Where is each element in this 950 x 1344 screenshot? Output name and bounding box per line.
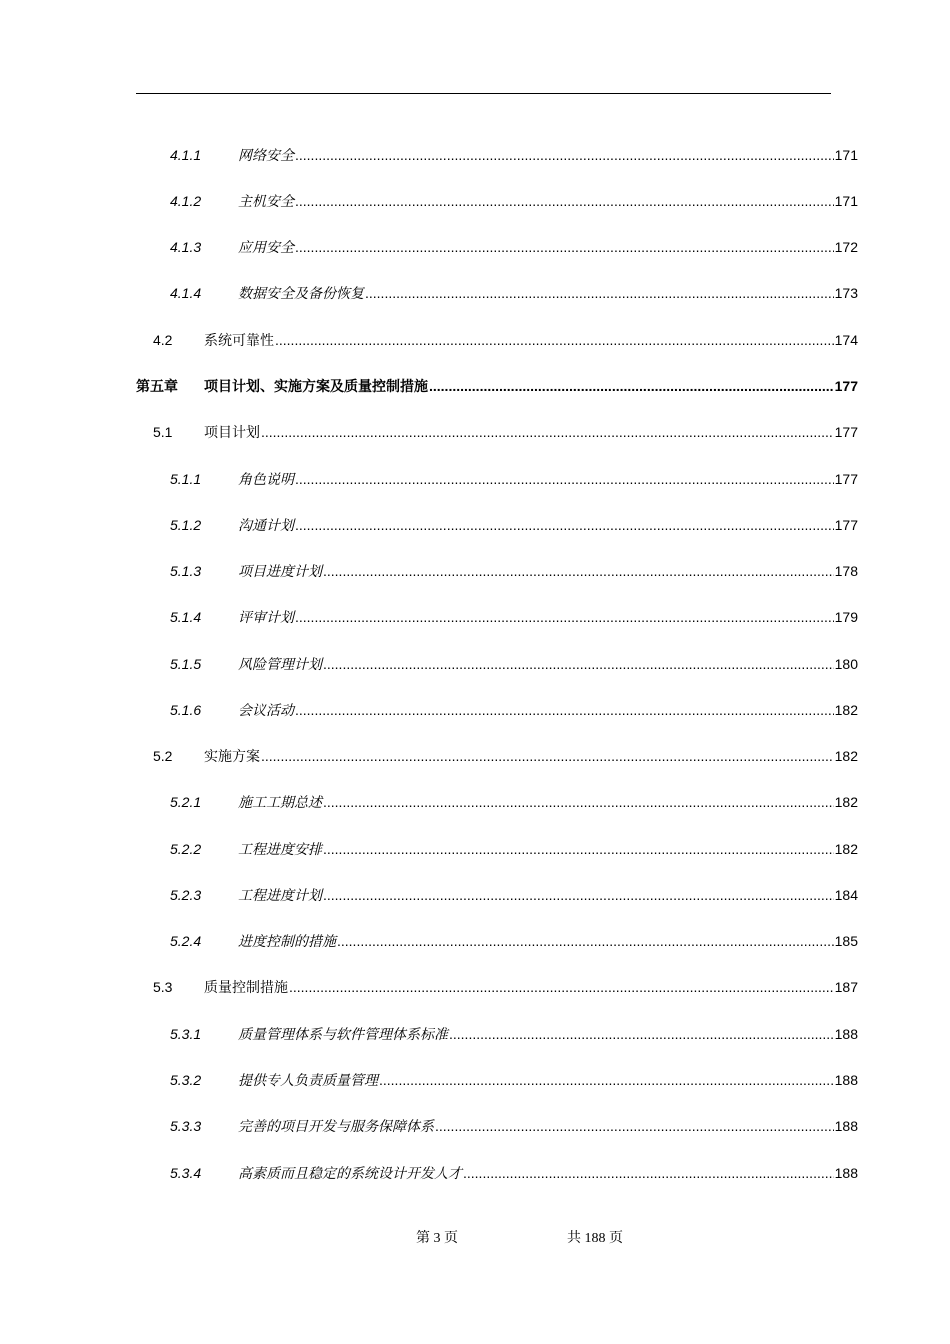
toc-entry[interactable]	[0, 190, 950, 212]
dot-leader	[323, 791, 834, 813]
toc-entry-number: 5.1.4	[170, 609, 202, 625]
toc-entry-page: 187	[834, 979, 858, 995]
toc-entry-title: 主机安全	[238, 193, 294, 209]
dot-leader	[261, 421, 834, 443]
dot-leader	[449, 1023, 834, 1045]
toc-entry-number: 5.1.1	[170, 471, 202, 487]
toc-entry-title: 项目计划、实施方案及质量控制措施	[204, 378, 428, 394]
dot-leader	[295, 699, 834, 721]
dot-leader	[295, 144, 834, 166]
toc-entry-number: 5.2.4	[170, 933, 202, 949]
toc-entry-title: 项目进度计划	[238, 563, 322, 579]
toc-entry-page: 177	[834, 517, 858, 533]
dot-leader	[323, 838, 834, 860]
current-page-label: 第 3 页	[416, 1231, 458, 1246]
toc-entry-title: 施工工期总述	[238, 794, 322, 810]
dot-leader	[295, 514, 834, 536]
toc-entry-page: 171	[834, 193, 858, 209]
total-pages-label: 共 188 页	[567, 1231, 623, 1246]
dot-leader	[295, 190, 834, 212]
dot-leader	[261, 745, 834, 767]
toc-entry-page: 188	[834, 1165, 858, 1181]
toc-entry-number: 第五章	[136, 378, 178, 394]
toc-entry-number: 5.3.3	[170, 1118, 202, 1134]
dot-leader	[295, 606, 834, 628]
toc-entry-page: 188	[834, 1118, 858, 1134]
toc-entry-title: 工程进度计划	[238, 887, 322, 903]
toc-entry-page: 179	[834, 609, 858, 625]
toc-entry-page: 178	[834, 563, 858, 579]
toc-entry-page: 172	[834, 239, 858, 255]
toc-entry-title: 沟通计划	[238, 517, 294, 533]
toc-entry-page: 182	[834, 702, 858, 718]
toc-entry-page: 177	[834, 424, 858, 440]
toc-entry-page: 182	[834, 748, 858, 764]
dot-leader	[275, 329, 834, 351]
toc-entry[interactable]	[0, 745, 950, 767]
toc-entry[interactable]	[0, 421, 950, 443]
toc-entry-title: 进度控制的措施	[238, 933, 336, 949]
toc-entry[interactable]	[0, 884, 950, 906]
toc-entry[interactable]	[0, 606, 950, 628]
dot-leader	[295, 468, 834, 490]
toc-entry-number: 5.3	[153, 979, 173, 995]
toc-entry-number: 5.1.3	[170, 563, 202, 579]
dot-leader	[379, 1069, 834, 1091]
toc-entry-title: 质量管理体系与软件管理体系标准	[238, 1026, 448, 1042]
toc-entry-page: 173	[834, 285, 858, 301]
toc-entry[interactable]	[0, 560, 950, 582]
toc-entry-title: 网络安全	[238, 147, 294, 163]
toc-entry[interactable]	[0, 699, 950, 721]
toc-entry-page: 184	[834, 887, 858, 903]
toc-entry-title: 完善的项目开发与服务保障体系	[238, 1118, 434, 1134]
toc-entry-title: 数据安全及备份恢复	[238, 285, 364, 301]
toc-entry-page: 182	[834, 841, 858, 857]
toc-entry-title: 提供专人负责质量管理	[238, 1072, 378, 1088]
toc-entry-title: 应用安全	[238, 239, 294, 255]
toc-entry-number: 4.1.1	[170, 147, 202, 163]
toc-entry[interactable]	[0, 653, 950, 675]
toc-entry[interactable]	[0, 930, 950, 952]
dot-leader	[289, 976, 834, 998]
toc-entry-page: 182	[834, 794, 858, 810]
toc-entry-title: 高素质而且稳定的系统设计开发人才	[238, 1165, 462, 1181]
dot-leader	[463, 1162, 834, 1184]
toc-entry-title: 会议活动	[238, 702, 294, 718]
toc-entry-page: 180	[834, 656, 858, 672]
toc-entry[interactable]	[0, 1023, 950, 1045]
toc-entry[interactable]	[0, 468, 950, 490]
toc-entry-title: 质量控制措施	[204, 979, 288, 995]
toc-entry[interactable]	[0, 838, 950, 860]
dot-leader	[323, 884, 834, 906]
toc-entry-number: 5.2.3	[170, 887, 202, 903]
toc-entry-number: 4.1.2	[170, 193, 202, 209]
toc-entry-page: 177	[834, 378, 858, 394]
toc-entry[interactable]	[0, 791, 950, 813]
toc-entry[interactable]	[0, 144, 950, 166]
toc-entry-page: 188	[834, 1026, 858, 1042]
dot-leader	[429, 375, 834, 397]
toc-entry-title: 工程进度安排	[238, 841, 322, 857]
toc-entry-page: 185	[834, 933, 858, 949]
toc-entry[interactable]	[0, 976, 950, 998]
toc-entry-number: 5.3.1	[170, 1026, 202, 1042]
toc-entry[interactable]	[0, 514, 950, 536]
toc-entry-number: 5.2.1	[170, 794, 202, 810]
toc-entry-number: 5.1.6	[170, 702, 202, 718]
toc-entry-number: 5.2.2	[170, 841, 202, 857]
toc-entry-page: 177	[834, 471, 858, 487]
dot-leader	[337, 930, 834, 952]
toc-entry-number: 5.1.5	[170, 656, 202, 672]
dot-leader	[323, 653, 834, 675]
toc-entry-number: 4.1.3	[170, 239, 202, 255]
toc-entry-page: 174	[834, 332, 858, 348]
toc-entry-page: 171	[834, 147, 858, 163]
dot-leader	[365, 282, 834, 304]
toc-entry-number: 5.1	[153, 424, 173, 440]
toc-entry[interactable]	[0, 1069, 950, 1091]
toc-entry-page: 188	[834, 1072, 858, 1088]
toc-entry-number: 5.3.4	[170, 1165, 202, 1181]
toc-entry-number: 5.1.2	[170, 517, 202, 533]
toc-entry-number: 4.2	[153, 332, 173, 348]
toc-entry-title: 评审计划	[238, 609, 294, 625]
toc-entry-number: 4.1.4	[170, 285, 202, 301]
page-footer	[0, 1228, 950, 1250]
toc-entry-chapter[interactable]	[0, 375, 950, 397]
toc-entry[interactable]	[0, 236, 950, 258]
toc-entry-title: 角色说明	[238, 471, 294, 487]
toc-entry-title: 项目计划	[204, 424, 260, 440]
toc-entry-number: 5.3.2	[170, 1072, 202, 1088]
dot-leader	[295, 236, 834, 258]
toc-entry-title: 风险管理计划	[238, 656, 322, 672]
toc-entry-title: 系统可靠性	[204, 332, 274, 348]
toc-entry[interactable]	[0, 1115, 950, 1137]
toc-entry[interactable]	[0, 1162, 950, 1184]
dot-leader	[435, 1115, 834, 1137]
toc-entry-number: 5.2	[153, 748, 173, 764]
dot-leader	[323, 560, 834, 582]
toc-entry[interactable]	[0, 282, 950, 304]
toc-entry[interactable]	[0, 329, 950, 351]
toc-entry-title: 实施方案	[204, 748, 260, 764]
